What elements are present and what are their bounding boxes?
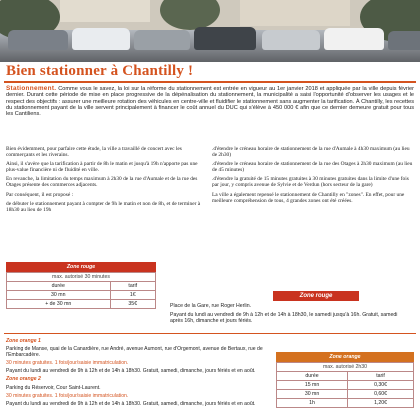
col1-p1: Bien évidemment, pour parfaire cette étude, la ville a travaillé de concert avec les commerçants et les riverains. <box>6 146 182 159</box>
table-row <box>277 381 414 390</box>
zone-orange-2-places: Parking du Réservoir, Cour Saint-Laurent. <box>6 384 101 391</box>
zone-rouge-label: Zone rouge <box>273 291 359 301</box>
zone-orange-1-title: Zone orange 1 <box>6 338 41 344</box>
col-header-duree: durée <box>277 372 348 381</box>
page-title: Bien stationner à Chantilly ! <box>6 63 194 79</box>
col1-p4: Par conséquent, il est proposé : <box>6 191 74 198</box>
zone-orange-1-hours: Payant du lundi au vendredi de 9h à 12h et de 14h à 18h30. Gratuit, samedi, dimanche, jours fériés et en août. <box>6 368 256 375</box>
zone-orange-table-header: Zone orange <box>276 352 414 362</box>
cell-tarif: 1,20€ <box>348 399 414 408</box>
cell-tarif: 35€ <box>110 300 155 309</box>
zone-orange-1-free: 30 minutes gratuites. 1 fois/jour/saisie immatriculation. <box>6 360 129 367</box>
title-rule <box>4 81 416 83</box>
table-row <box>277 399 414 408</box>
cell-tarif: 1€ <box>110 291 155 300</box>
col2-p1: .d'étendre le créneau horaire de stationnement de la rue d'Aumale à 4h30 maximum (au lieu de 2h30) <box>212 146 410 159</box>
cell-duree: + de 30 mn <box>7 300 111 309</box>
col-header-tarif: tarif <box>348 372 414 381</box>
col1-p3: En revanche, la limitation du temps maximum à 2h30 de la rue d'Aumale et de la rue des Otages présente des commerces adjacents. <box>6 176 198 189</box>
col-header-tarif: tarif <box>110 282 155 291</box>
intro-text: Comme vous le savez, la loi sur la réforme du stationnement est entrée en vigueur au 1er janvier 2018 et appliquée par la ville depuis février dernier. Durant cette période de mise en place progressive de la dépénalisation du stationnement, la municipalité a saisi l'opportunité d'observer les usages et le respect des objectifs : assurer une meilleure rotation des véhicules en centre-ville et fluidifier le stationnement sans augmenter la tarification. À Chantilly, les recettes du stationnement payant de la ville servent principalement à financer le coût annuel du DUC qui s'élève à 450 000 € afin que ce dernier demeure gratuit pour tous les Cantiliens. <box>6 86 415 118</box>
section-divider <box>4 333 416 334</box>
col1-p2: Ainsi, il s'avère que la tarification à partir de 8h le matin et jusqu'à 19h n'apporte pas une plus-value financière ni de fluidité en ville. <box>6 161 198 174</box>
col1-p5: de débuter le stationnement payant à compter de 9h le matin et non de 8h, et de terminer à 18h30 au lieu de 19h <box>6 200 201 213</box>
col2-p2: .d'étendre le créneau horaire de stationnement de la rue des Otages à 2h30 maximum (au lieu de 45 minutes) <box>212 161 413 174</box>
zone-rouge-table <box>6 262 156 309</box>
header-photo <box>0 0 420 62</box>
zone-rouge-max: max. autorisé 30 minutes <box>7 273 156 282</box>
table-row <box>7 291 156 300</box>
intro-lead: Stationnement. <box>6 85 57 92</box>
zone-orange-2-free: 30 minutes gratuites. 1 fois/jour/saisie immatriculation. <box>6 392 129 399</box>
cell-tarif: 0,60€ <box>348 390 414 399</box>
cell-duree: 15 mn <box>277 381 348 390</box>
zone-orange-2-hours: Payant du lundi au vendredi de 9h à 12h et de 14h à 18h30. Gratuit, samedi, dimanche, jours fériés et en août. <box>6 400 256 407</box>
zone-orange-1-places: Parking de Manse, quai de la Canardière, rue André, avenue Aumont, rue d'Orgemont, avenue de Bertaux, rue de l'Embarcadère. <box>6 346 263 359</box>
col2-p4: La ville a également repensé le stationnement de Chantilly en "zones". En effet, pour une meilleure compréhension de tous, 4 grandes zones ont été créées. <box>212 191 405 204</box>
zone-orange-max: max. autorisé 2h30 <box>277 363 414 372</box>
cell-tarif: 0,30€ <box>348 381 414 390</box>
intro-paragraph <box>6 86 414 117</box>
table-row <box>7 300 156 309</box>
cell-duree: 30 mn <box>7 291 111 300</box>
zone-rouge-info <box>170 303 410 328</box>
cell-duree: 30 mn <box>277 390 348 399</box>
table-row <box>277 390 414 399</box>
article-column-1 <box>6 146 206 216</box>
zone-rouge-hours: Payant du lundi au vendredi de 9h à 12h et de 14h à 18h30, le samedi jusqu'à 16h. Gratuit, samedi après 16h, dimanche et jours fériés. <box>170 312 398 325</box>
zone-rouge-place: Place de la Gare, rue Roger Herlin. <box>170 303 252 309</box>
zone-orange-info <box>6 338 271 409</box>
col2-p3: .d'étendre la gratuité de 15 minutes gratuites à 30 minutes gratuites dans la limite d'une fois par jour, y compris avenue de Sylvie et de Verdun (hors secteur de la gare) <box>212 176 409 189</box>
zone-rouge-table-header: Zone rouge <box>6 262 156 272</box>
cell-duree: 1h <box>277 399 348 408</box>
zone-orange-table <box>276 352 414 408</box>
article-column-2 <box>212 146 414 207</box>
col-header-duree: durée <box>7 282 111 291</box>
zone-orange-2-title: Zone orange 2 <box>6 376 41 383</box>
